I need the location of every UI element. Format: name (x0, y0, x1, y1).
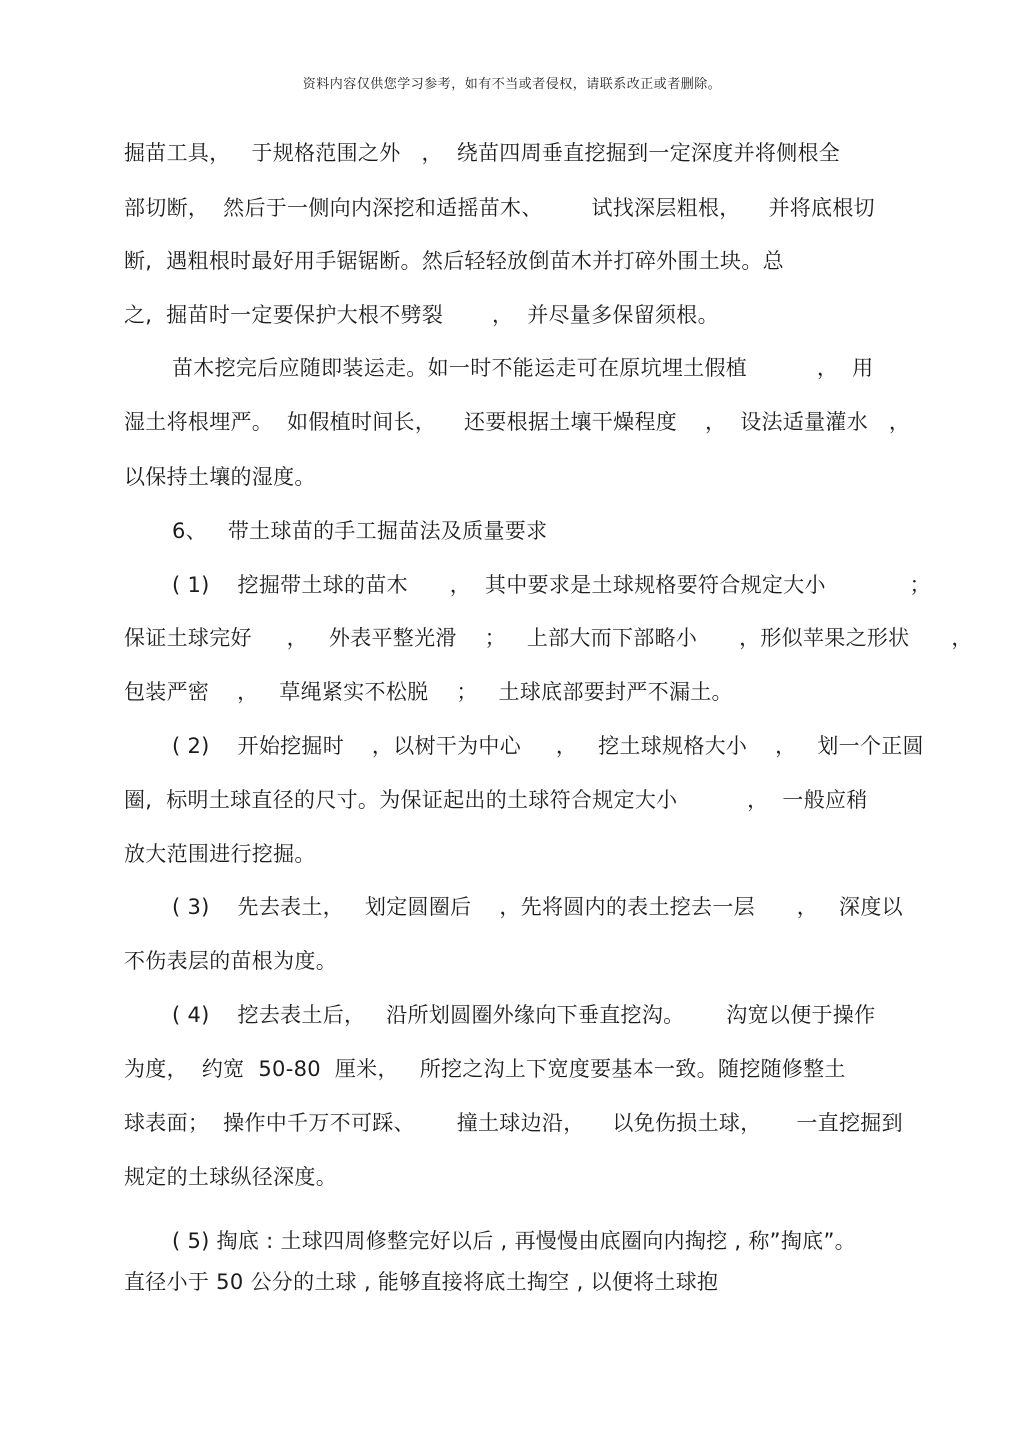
section-heading: 6、 带土球苗的手工掘苗法及质量要求 (172, 519, 548, 543)
body-line: 苗木挖完后应随即装运走。如一时不能运走可在原坑埋土假植 ， 用 (172, 356, 874, 380)
header-disclaimer: 资料内容仅供您学习参考，如有不当或者侵权，请联系改正或者删除。 (302, 77, 722, 92)
body-line: 之, 掘苗时一定要保护大根不劈裂 ， 并尽量多保留须根。 (124, 303, 719, 327)
body-line: 断, 遇粗根时最好用手锯锯断。然后轻轻放倒苗木并打碎外围土块。总 (124, 249, 784, 273)
body-line: 部切断， 然后于一侧向内深挖和适摇苗木、 试找深层粗根， 并将底根切 (124, 196, 875, 220)
body-line: 圈, 标明土球直径的尺寸。为保证起出的土球符合规定大小 ， 一般应稍 (124, 788, 868, 812)
body-line: 规定的土球纵径深度。 (124, 1165, 337, 1189)
body-line: 湿土将根埋严。 如假植时间长， 还要根据土壤干燥程度 ， 设法适量灌水 ， (124, 410, 911, 434)
body-line: 以保持土壤的湿度。 (124, 465, 316, 489)
body-line: ( 4) 挖去表土后， 沿所划圆圈外缘向下垂直挖沟。 沟宽以便于操作 (172, 1003, 876, 1027)
body-line: 保证土球完好 ， 外表平整光滑 ； 上部大而下部略小 ，形似苹果之形状 ， (124, 626, 973, 650)
body-line: ( 3) 先去表土， 划定圆圈后 ，先将圆内的表土挖去一层 ， 深度以 (172, 895, 903, 919)
body-line: 不伤表层的苗根为度。 (124, 949, 337, 973)
body-line: 包装严密 ， 草绳紧实不松脱 ； 土球底部要封严不漏土。 (124, 680, 733, 704)
body-line: 球表面； 操作中千万不可踩、 撞土球边沿， 以免伤损土球， 一直挖掘到 (124, 1111, 903, 1135)
body-line: 放大范围进行挖掘。 (124, 842, 316, 866)
body-line: 直径小于 50 公分的土球 , 能够直接将底土掏空 , 以便将土球抱 (124, 1270, 719, 1294)
body-line: 为度， 约宽 50-80 厘米， 所挖之沟上下宽度要基本一致。随挖随修整土 (124, 1057, 846, 1081)
body-line: ( 5) 掏底 : 土球四周修整完好以后 , 再慢慢由底圈向内掏挖 , 称”掏底”。 (172, 1229, 856, 1253)
body-line: ( 1) 挖掘带土球的苗木 ， 其中要求是土球规格要符合规定大小 ； (172, 573, 931, 597)
body-line: 掘苗工具， 于规格范围之外 ， 绕苗四周垂直挖掘到一定深度并将侧根全 (124, 141, 841, 165)
body-line: ( 2) 开始挖掘时 ，以树干为中心 ， 挖土球规格大小 ， 划一个正圆 (172, 734, 924, 758)
